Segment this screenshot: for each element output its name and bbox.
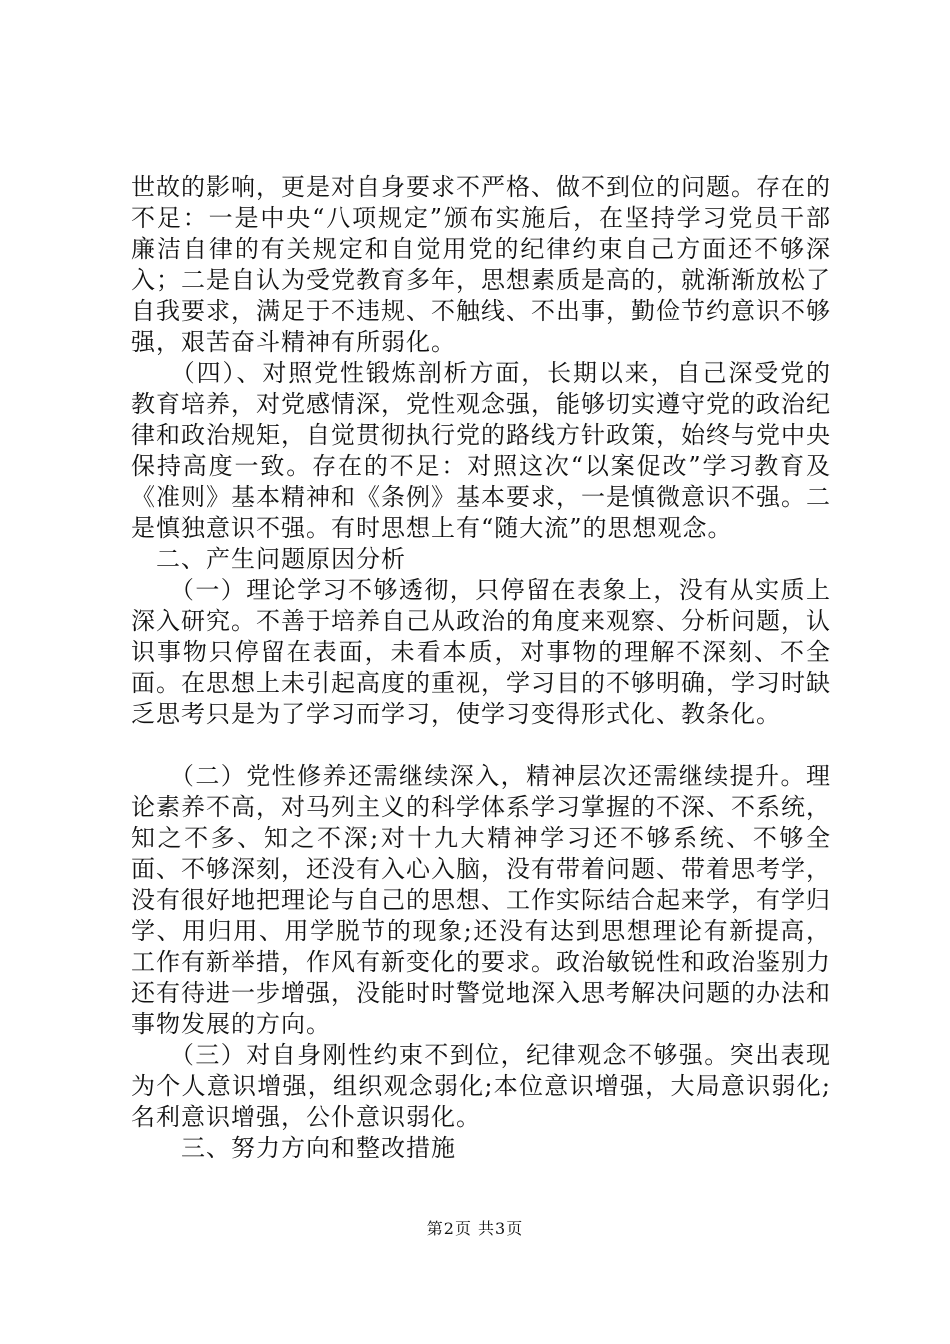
paragraph-intro: 世故的影响，更是对自身要求不严格、做不到位的问题。存在的不足：一是中央“八项规定”颁布实施后，在坚持学习党员干部廉洁自律的有关规定和自觉用党的纪律约束自己方面还不够深入；二是自认为受党教育多年，思想素质是高的，就渐渐放松了自我要求，满足于不违规、不触线、不出事，勤俭节约意识不够强，艰苦奋斗精神有所弱化。: [131, 173, 831, 356]
heading-improvement-measures: 三、努力方向和整改措施: [131, 1134, 456, 1162]
paragraph-spacer: [131, 730, 831, 761]
paragraph-cause-two: （二）党性修养还需继续深入，精神层次还需继续提升。理论素养不高，对马列主义的科学体系学习掌握的不深、不系统，知之不多、知之不深;对十九大精神学习还不够系统、不够全面、不够深刻，还没有入心入脑，没有带着问题、带着思考学，没有很好地把理论与自己的思想、工作实际结合起来学，有学归学、用归用、用学脱节的现象;还没有达到思想理论有新提高，工作有新举措，作风有新变化的要求。政治敏锐性和政治鉴别力还有待进一步增强，没能时时警觉地深入思考解决问题的办法和事物发展的方向。: [131, 762, 831, 1038]
document-body: [131, 172, 831, 1164]
page-number-footer: 第2页 共3页: [426, 1219, 524, 1238]
paragraph-cause-three: （三）对自身刚性约束不到位，纪律观念不够强。突出表现为个人意识增强，组织观念弱化;本位意识增强，大局意识弱化;名利意识增强，公仆意识弱化。: [131, 1041, 831, 1131]
paragraph-cause-one: （一）理论学习不够透彻，只停留在表象上，没有从实质上深入研究。不善于培养自己从政治的角度来观察、分析问题，认识事物只停留在表面，未看本质，对事物的理解不深刻、不全面。在思想上未引起高度的重视，学习目的不够明确，学习时缺乏思考只是为了学习而学习，使学习变得形式化、教条化。: [131, 576, 831, 728]
paragraph-section-four: （四）、对照党性锻炼剖析方面，长期以来，自己深受党的教育培养，对党感情深，党性观念强，能够切实遵守党的政治纪律和政治规矩，自觉贯彻执行党的路线方针政策，始终与党中央保持高度一致。存在的不足：对照这次“以案促改”学习教育及《准则》基本精神和《条例》基本要求，一是慎微意识不强。二是慎独意识不强。有时思想上有“随大流”的思想观念。: [131, 359, 831, 542]
heading-cause-analysis: 二、产生问题原因分析: [131, 545, 406, 573]
